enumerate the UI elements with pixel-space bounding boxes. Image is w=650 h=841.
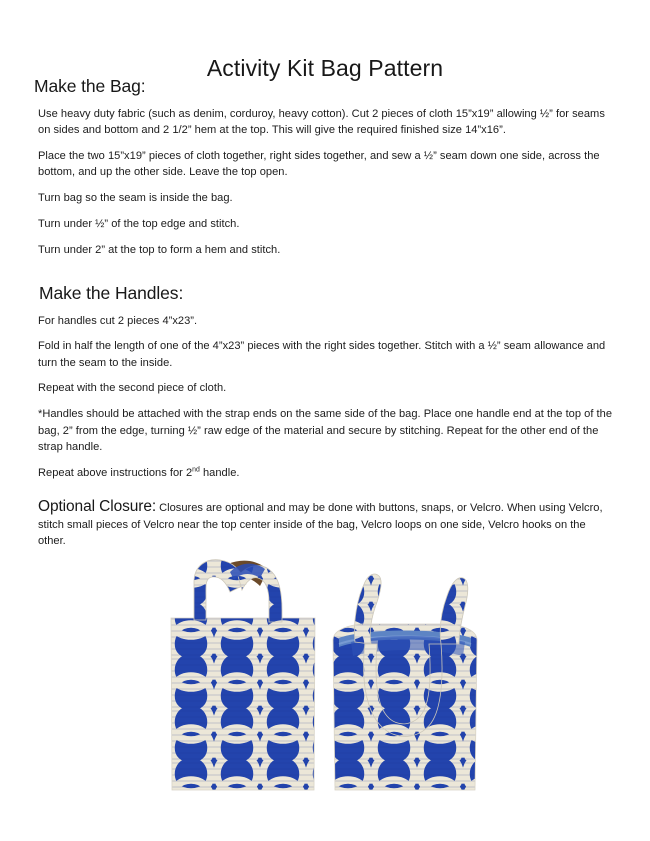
heading-optional-closure: Optional Closure:: [38, 497, 157, 515]
optional-closure-text: Closures are optional and may be done with buttons, snaps, or Velcro. When using Velcro, stitch small pieces of Velcro near the top center inside of the bag, Velcro loops on one side, Velcro hooks on the other.: [38, 501, 603, 548]
heading-make-the-handles: Make the Handles:: [39, 282, 184, 303]
handles-paragraph-3: Repeat with the second piece of cloth.: [38, 382, 227, 395]
bag-paragraph-2: Place the two 15”x19” pieces of cloth together, right sides together, and sew a ½” seam down one side, across the bottom, and up the other side. Leave the top open.: [38, 150, 600, 179]
figure-open-tote-bag: [325, 552, 485, 797]
figure-flat-tote-bag: [168, 552, 318, 797]
heading-make-the-bag: Make the Bag:: [34, 76, 146, 96]
bag-paragraph-4: Turn under ½” of the top edge and stitch.: [38, 217, 240, 230]
handles-paragraph-1: For handles cut 2 pieces 4”x23”.: [38, 314, 198, 327]
bag-body-left: [168, 612, 318, 797]
bag-paragraph-5: Turn under 2” at the top to form a hem and stitch.: [38, 243, 281, 256]
repeat-text-after: handle.: [199, 466, 240, 479]
document-body: [34, 76, 616, 550]
bag-paragraph-1: Use heavy duty fabric (such as denim, corduroy, heavy cotton). Cut 2 pieces of cloth 15”x19” allowing ½” for seams on sides and bottom and 2 1/2” hem at the top. This will give the required finished size 14”x16”.: [38, 108, 605, 137]
page-title: Activity Kit Bag Pattern: [206, 55, 444, 82]
handles-paragraph-4: *Handles should be attached with the strap ends on the same side of the bag. Place one handle end at the top of the bag, 2” from the edge, turning ½” raw edge of the material and secure by stitching. Repeat for the other end of the strap handle.: [38, 408, 613, 453]
repeat-text-before: Repeat above instructions for 2: [38, 466, 193, 479]
bag-photographs: [0, 552, 650, 802]
handles-paragraph-2: Fold in half the length of one of the 4”x23” pieces with the right sides together. Stitch with a ½” seam allowance and turn the seam to the inside.: [38, 340, 606, 369]
handles-repeat-line: [34, 465, 616, 481]
ordinal-superscript: nd: [192, 465, 200, 473]
section-spacer: [34, 268, 616, 283]
optional-closure-block: [34, 499, 616, 550]
bag-paragraph-3: Turn bag so the seam is inside the bag.: [38, 192, 233, 205]
